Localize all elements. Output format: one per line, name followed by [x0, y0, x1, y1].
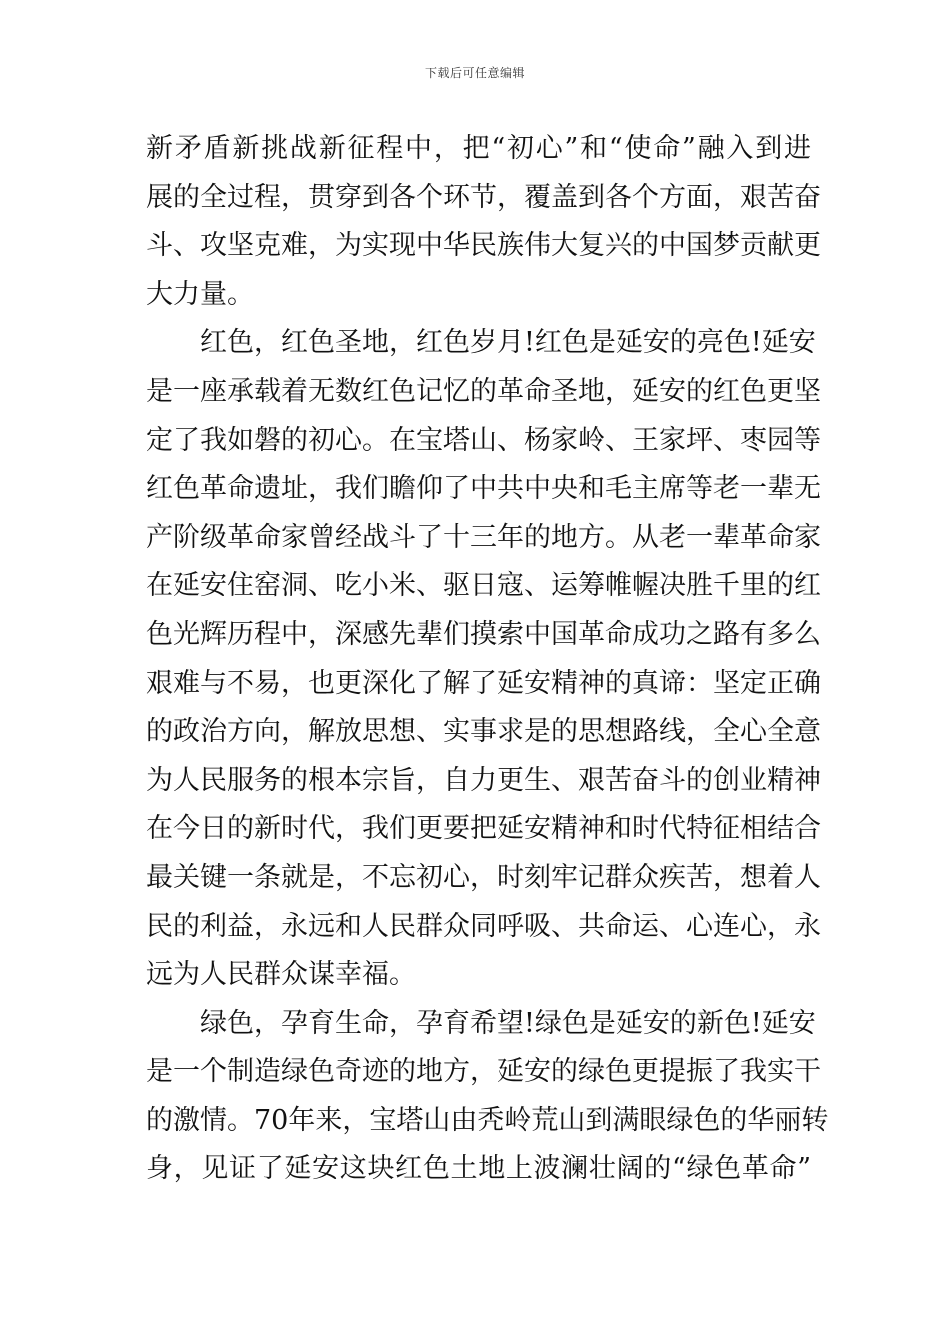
text-line: 产阶级革命家曾经战斗了十三年的地方。从老一辈革命家: [146, 521, 821, 553]
text-line: 最关键一条就是，不忘初心，时刻牢记群众疾苦，想着人: [146, 861, 821, 893]
text-line: 的政治方向，解放思想、实事求是的思想路线，全心全意: [146, 716, 821, 748]
text-line: 身，见证了延安这块红色土地上波澜壮阔的“绿色革命”: [146, 1153, 811, 1185]
text-line: 展的全过程，贯穿到各个环节，覆盖到各个方面，艰苦奋: [146, 181, 821, 213]
text-line: 定了我如磐的初心。在宝塔山、杨家岭、王家坪、枣园等: [146, 424, 821, 456]
text-line: 在延安住窑洞、吃小米、驱日寇、运筹帷幄决胜千里的红: [146, 570, 821, 602]
document-body: [146, 125, 829, 1194]
text-line: 远为人民群众谋幸福。: [146, 959, 416, 991]
paragraph-first-line: 绿色，孕育生命，孕育希望!绿色是延安的新色!延安: [200, 1007, 816, 1039]
text-line: 在今日的新时代，我们更要把延安精神和时代特征相结合: [146, 813, 821, 845]
text-line: 色光辉历程中，深感先辈们摸索中国革命成功之路有多么: [146, 618, 821, 650]
text-line: 为人民服务的根本宗旨，自力更生、艰苦奋斗的创业精神: [146, 764, 821, 796]
text-line: 是一个制造绿色奇迹的地方，延安的绿色更提振了我实干: [146, 1056, 821, 1088]
text-line: 新矛盾新挑战新征程中，把“初心”和“使命”融入到进: [146, 133, 811, 164]
text-line: 大力量。: [146, 278, 254, 310]
text-line: 的激情。70年来，宝塔山由秃岭荒山到满眼绿色的华丽转: [146, 1104, 829, 1136]
text-line: 是一座承载着无数红色记忆的革命圣地，延安的红色更坚: [146, 375, 821, 407]
text-line: 民的利益，永远和人民群众同呼吸、共命运、心连心，永: [146, 910, 821, 942]
text-line: 艰难与不易，也更深化了解了延安精神的真谛：坚定正确: [146, 667, 821, 699]
paragraph-first-line: 红色，红色圣地，红色岁月!红色是延安的亮色!延安: [200, 327, 816, 359]
text-line: 红色革命遗址，我们瞻仰了中共中央和毛主席等老一辈无: [146, 473, 821, 505]
text-line: 斗、攻坚克难，为实现中华民族伟大复兴的中国梦贡献更: [146, 230, 821, 262]
page-header: 下载后可任意编辑: [424, 66, 525, 80]
